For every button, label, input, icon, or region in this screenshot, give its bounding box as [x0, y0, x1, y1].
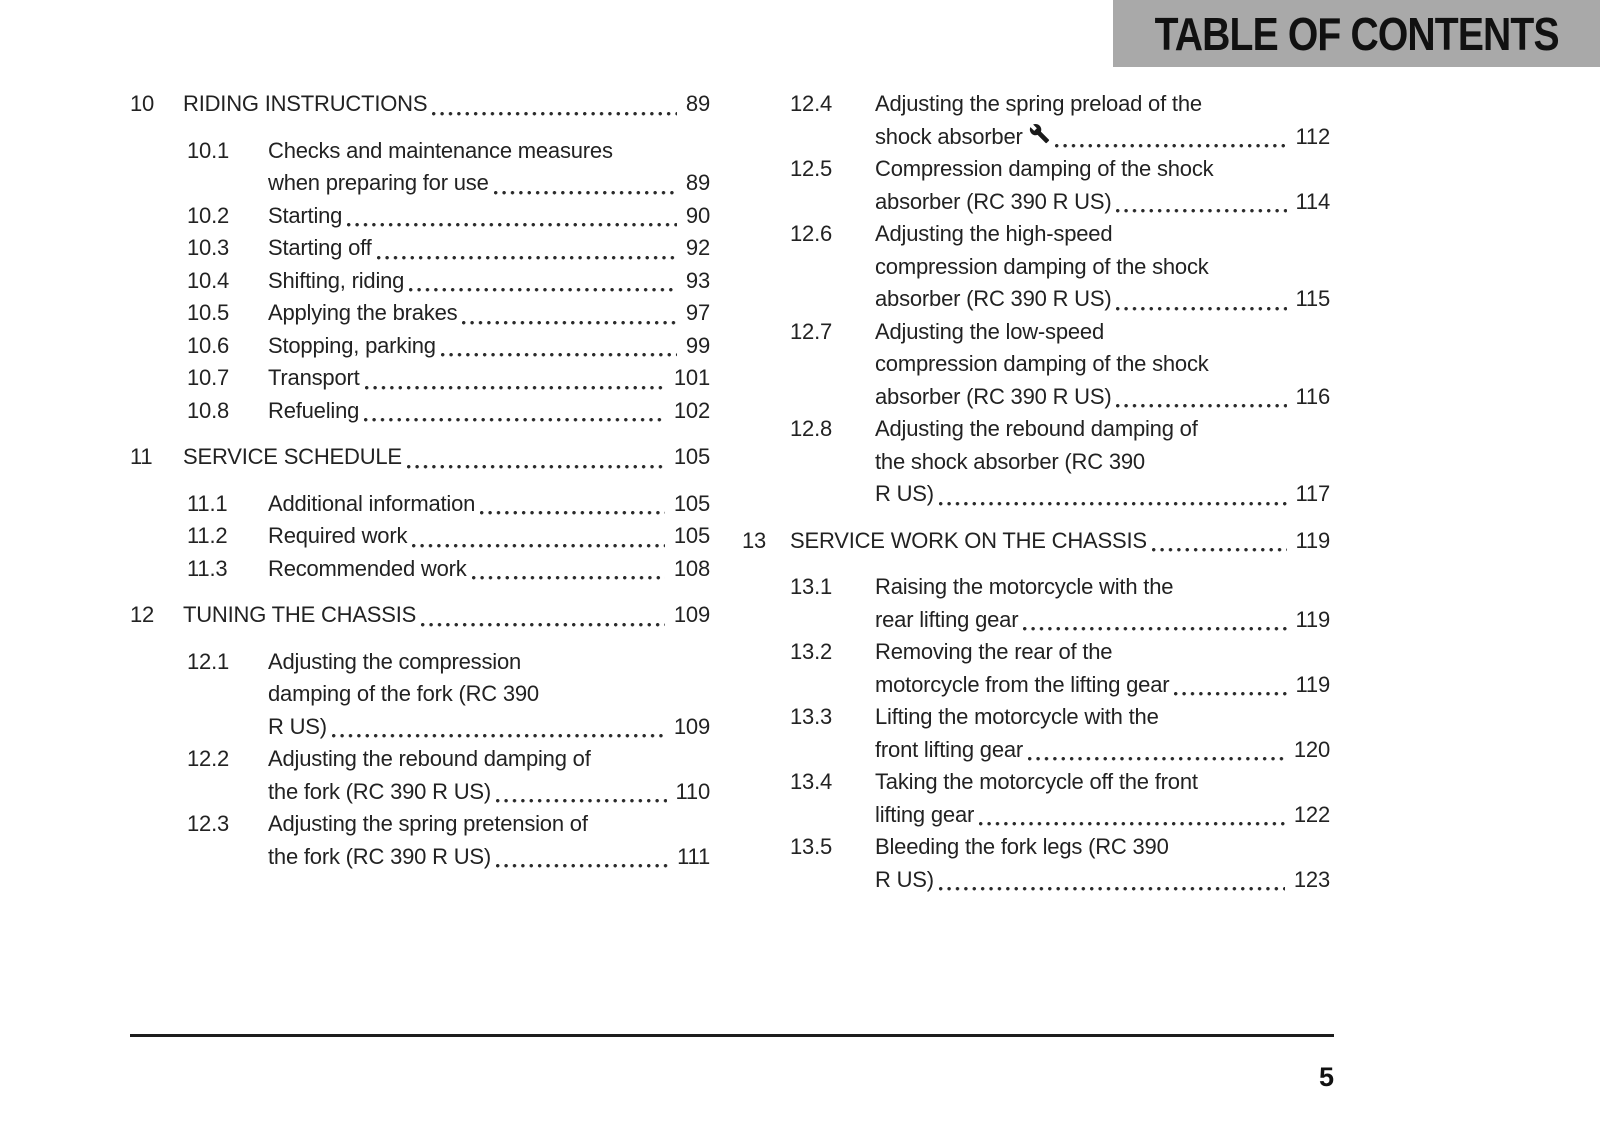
- toc-entry-title: front lifting gear: [875, 736, 1024, 762]
- toc-entry-page: 116: [1295, 383, 1330, 409]
- toc-entry-body: [268, 395, 710, 428]
- toc-entry-number: 11.3: [187, 555, 228, 581]
- toc-entry-line: [875, 446, 1330, 479]
- toc-entry-title: Starting off: [268, 235, 372, 260]
- toc-entry-line: [268, 841, 710, 874]
- toc-entry-title: compression damping of the shock: [875, 253, 1209, 279]
- toc-entry-number: 13.1: [790, 574, 833, 599]
- dot-leader: [934, 478, 1296, 511]
- toc-sub-entry: [790, 831, 1330, 896]
- toc-entry-line: [268, 488, 710, 521]
- toc-entry-line: [875, 864, 1330, 897]
- toc-sub-entry: [187, 646, 710, 744]
- dot-leader: [1147, 525, 1296, 558]
- toc-entry-body: [875, 153, 1330, 218]
- toc-entry-title: SERVICE WORK ON THE CHASSIS: [790, 527, 1147, 553]
- toc-entry-title: TUNING THE CHASSIS: [183, 602, 417, 627]
- toc-entry-title: Adjusting the spring pretension of: [268, 811, 588, 836]
- toc-column-right: [742, 88, 1330, 896]
- toc-entry-title: RIDING INSTRUCTIONS: [183, 91, 428, 116]
- toc-entry-line: [875, 604, 1330, 637]
- toc-entry-number: 10.5: [187, 300, 230, 325]
- toc-entry-number: 13.4: [790, 769, 833, 794]
- toc-entry-title: Recommended work: [268, 555, 467, 581]
- toc-entry-number: 10.4: [187, 267, 230, 293]
- toc-entry-body: [268, 553, 710, 586]
- toc-entry-line: [268, 520, 710, 553]
- toc-entry-body: [183, 441, 710, 474]
- toc-entry-title: Lifting the motorcycle with the: [875, 704, 1159, 729]
- toc-entry-page: 119: [1295, 527, 1330, 553]
- toc-entry-title: Shifting, riding: [268, 267, 405, 293]
- toc-entry-title: Taking the motorcycle off the front: [875, 769, 1198, 794]
- toc-entry-line: [875, 734, 1330, 767]
- toc-sub-entry: [187, 200, 710, 233]
- toc-entry-body: [268, 330, 710, 363]
- toc-entry-page: 101: [673, 365, 710, 390]
- toc-section-entry: [130, 599, 710, 632]
- toc-entry-page: 102: [673, 397, 710, 423]
- toc-entry-line: [875, 218, 1330, 251]
- toc-entry-page: 90: [685, 202, 710, 228]
- toc-entry-title: absorber (RC 390 R US): [875, 286, 1112, 311]
- toc-sub-entry: [187, 135, 710, 200]
- toc-entry-number: 13.5: [790, 834, 833, 859]
- toc-sub-entry: [187, 743, 710, 808]
- dot-leader: [372, 232, 686, 265]
- toc-sub-entry: [790, 701, 1330, 766]
- toc-entry-line: [268, 167, 710, 200]
- toc-entry-number: 12.1: [187, 648, 230, 674]
- toc-entry-body: [268, 200, 710, 233]
- toc-sub-entry: [790, 571, 1330, 636]
- toc-entry-line: [875, 381, 1330, 414]
- toc-entry-line: [268, 776, 710, 809]
- toc-entry-line: [268, 135, 710, 168]
- toc-entry-title: Adjusting the rebound damping of: [268, 746, 591, 771]
- toc-entry-title: absorber (RC 390 R US): [875, 188, 1112, 214]
- toc-entry-number: 11.2: [187, 523, 228, 548]
- toc-entry-title: Additional information: [268, 490, 476, 516]
- toc-entry-line: [268, 743, 710, 776]
- toc-entry-number: 12.7: [790, 318, 833, 344]
- wrench-icon: [1029, 123, 1050, 144]
- toc-entry-line: [875, 636, 1330, 669]
- toc-entry-number: 13.2: [790, 639, 833, 664]
- dot-leader: [1050, 121, 1296, 154]
- toc-column-left: [130, 88, 710, 873]
- toc-entry-title: Bleeding the fork legs (RC 390: [875, 834, 1169, 859]
- toc-entry-title: Stopping, parking: [268, 332, 436, 358]
- toc-sub-entry: [790, 153, 1330, 218]
- toc-entry-number: 12.6: [790, 221, 833, 246]
- toc-entry-number: 11: [130, 444, 153, 469]
- toc-entry-line: [875, 121, 1330, 154]
- toc-entry-title: Adjusting the rebound damping of: [875, 416, 1198, 441]
- toc-entry-title: when preparing for use: [268, 170, 489, 195]
- toc-entry-body: [268, 646, 710, 744]
- toc-entry-title: rear lifting gear: [875, 606, 1019, 632]
- toc-entry-title: R US): [875, 481, 934, 506]
- dot-leader: [1023, 734, 1294, 767]
- dot-leader: [491, 841, 677, 874]
- toc-entry-page: 112: [1295, 123, 1330, 149]
- toc-sub-entry: [790, 413, 1330, 511]
- toc-entry-body: [875, 413, 1330, 511]
- dot-leader: [475, 488, 674, 521]
- toc-entry-page: 89: [685, 170, 710, 195]
- toc-section-entry: [130, 88, 710, 121]
- toc-entry-title: motorcycle from the lifting gear: [875, 671, 1170, 697]
- toc-entry-body: [875, 831, 1330, 896]
- toc-entry-line: [875, 478, 1330, 511]
- toc-sub-entry: [187, 808, 710, 873]
- toc-sub-entry: [790, 218, 1330, 316]
- toc-entry-line: [875, 701, 1330, 734]
- toc-entry-body: [875, 218, 1330, 316]
- toc-entry-body: [183, 88, 710, 121]
- toc-entry-number: 12: [130, 602, 155, 627]
- toc-entry-number: 10: [130, 91, 155, 116]
- toc-entry-number: 12.5: [790, 156, 833, 181]
- toc-entry-number: 12.8: [790, 416, 833, 441]
- toc-entry-title: Required work: [268, 523, 408, 548]
- toc-entry-line: [268, 330, 710, 363]
- toc-entry-page: 99: [685, 332, 710, 358]
- toc-entry-page: 115: [1295, 286, 1330, 311]
- toc-entry-body: [268, 743, 710, 808]
- toc-entry-number: 10.2: [187, 202, 230, 228]
- toc-entry-line: [875, 283, 1330, 316]
- dot-leader: [1169, 669, 1295, 702]
- toc-entry-line: [268, 646, 710, 679]
- toc-entry-body: [268, 297, 710, 330]
- dot-leader: [934, 864, 1294, 897]
- toc-entry-page: 109: [673, 713, 710, 739]
- toc-entry-number: 12.2: [187, 746, 230, 771]
- toc-entry-body: [790, 525, 1330, 558]
- toc-entry-body: [268, 135, 710, 200]
- dot-leader: [416, 599, 674, 632]
- toc-entry-body: [268, 520, 710, 553]
- toc-entry-body: [183, 599, 710, 632]
- toc-entry-title: Adjusting the high-speed: [875, 221, 1113, 246]
- toc-entry-number: 10.3: [187, 235, 230, 260]
- toc-entry-page: 89: [685, 91, 710, 116]
- dot-leader: [489, 167, 686, 200]
- toc-entry-line: [268, 678, 710, 711]
- toc-entry-title: Refueling: [268, 397, 360, 423]
- toc-entry-page: 109: [673, 602, 710, 627]
- toc-entry-title: SERVICE SCHEDULE: [183, 444, 402, 469]
- dot-leader: [1111, 186, 1295, 219]
- toc-sub-entry: [790, 316, 1330, 414]
- toc-entry-title: the fork (RC 390 R US): [268, 843, 492, 869]
- toc-entry-page: 122: [1293, 801, 1330, 827]
- toc-entry-body: [875, 316, 1330, 414]
- toc-entry-page: 93: [685, 267, 710, 293]
- toc-entry-page: 111: [677, 843, 710, 869]
- dot-leader: [1018, 604, 1295, 637]
- toc-entry-line: [268, 200, 710, 233]
- toc-entry-title: Transport: [268, 365, 360, 390]
- toc-sub-entry: [790, 88, 1330, 153]
- toc-entry-line: [875, 766, 1330, 799]
- dot-leader: [436, 330, 686, 363]
- dot-leader: [1111, 283, 1295, 316]
- toc-sub-entry: [187, 395, 710, 428]
- toc-sub-entry: [187, 232, 710, 265]
- page-number: 5: [1318, 1062, 1334, 1092]
- toc-entry-body: [875, 571, 1330, 636]
- dot-leader: [407, 520, 674, 553]
- toc-entry-line: [268, 395, 710, 428]
- footer-rule: [130, 1034, 1334, 1037]
- toc-section-entry: [130, 441, 710, 474]
- toc-entry-line: [183, 441, 710, 474]
- page-title: TABLE OF CONTENTS: [1154, 7, 1559, 60]
- toc-sub-entry: [187, 553, 710, 586]
- toc-entry-title: absorber (RC 390 R US): [875, 383, 1112, 409]
- toc-entry-line: [268, 711, 710, 744]
- toc-entry-line: [268, 297, 710, 330]
- page-header: [1113, 0, 1600, 67]
- toc-entry-title: lifting gear: [875, 801, 975, 827]
- toc-entry-page: 108: [673, 555, 710, 581]
- toc-entry-line: [875, 348, 1330, 381]
- dot-leader: [491, 776, 676, 809]
- toc-entry-page: 105: [673, 444, 710, 469]
- toc-entry-number: 13.3: [790, 704, 833, 729]
- toc-entry-line: [875, 316, 1330, 349]
- toc-entry-line: [875, 831, 1330, 864]
- toc-sub-entry: [790, 636, 1330, 701]
- dot-leader: [457, 297, 685, 330]
- toc-entry-page: 97: [685, 300, 710, 325]
- toc-entry-body: [268, 362, 710, 395]
- toc-entry-line: [268, 553, 710, 586]
- toc-entry-line: [875, 88, 1330, 121]
- toc-entry-page: 92: [685, 235, 710, 260]
- toc-entry-page: 119: [1295, 606, 1330, 632]
- toc-entry-line: [790, 525, 1330, 558]
- toc-entry-line: [875, 153, 1330, 186]
- toc-entry-line: [875, 413, 1330, 446]
- dot-leader: [1111, 381, 1295, 414]
- toc-entry-title: Removing the rear of the: [875, 639, 1113, 664]
- toc-entry-line: [875, 571, 1330, 604]
- dot-leader: [342, 200, 686, 233]
- toc-sub-entry: [790, 766, 1330, 831]
- toc-entry-title: compression damping of the shock: [875, 351, 1209, 376]
- toc-entry-page: 123: [1293, 866, 1330, 892]
- dot-leader: [359, 395, 674, 428]
- toc-sub-entry: [187, 520, 710, 553]
- toc-entry-number: 10.1: [187, 137, 230, 163]
- toc-entry-title: Compression damping of the shock: [875, 156, 1214, 181]
- toc-entry-page: 105: [673, 490, 710, 516]
- toc-section-entry: [742, 525, 1330, 558]
- toc-sub-entry: [187, 362, 710, 395]
- toc-entry-number: 10.8: [187, 397, 230, 423]
- toc-entry-title: the shock absorber (RC 390: [875, 448, 1145, 474]
- toc-entry-title: Checks and maintenance measures: [268, 137, 613, 163]
- toc-entry-page: 117: [1295, 481, 1330, 506]
- toc-entry-line: [875, 186, 1330, 219]
- toc-sub-entry: [187, 488, 710, 521]
- dot-leader: [974, 799, 1294, 832]
- toc-entry-title: R US): [268, 713, 327, 739]
- toc-entry-title: Starting: [268, 202, 343, 228]
- toc-entry-line: [268, 265, 710, 298]
- toc-entry-title: Raising the motorcycle with the: [875, 574, 1174, 599]
- toc-entry-page: 114: [1295, 188, 1330, 214]
- toc-entry-body: [875, 766, 1330, 831]
- toc-entry-title: Adjusting the compression: [268, 648, 522, 674]
- toc-entry-number: 12.4: [790, 91, 833, 116]
- toc-entry-line: [183, 88, 710, 121]
- toc-entry-number: 10.7: [187, 365, 230, 390]
- toc-entry-body: [875, 636, 1330, 701]
- toc-entry-body: [875, 88, 1330, 153]
- toc-entry-line: [268, 232, 710, 265]
- toc-entry-line: [875, 251, 1330, 284]
- toc-entry-page: 119: [1295, 671, 1330, 697]
- toc-entry-title: Applying the brakes: [268, 300, 458, 325]
- toc-entry-line: [875, 669, 1330, 702]
- toc-entry-body: [268, 265, 710, 298]
- toc-entry-line: [875, 799, 1330, 832]
- toc-entry-page: 105: [673, 523, 710, 548]
- toc-entry-title: Adjusting the spring preload of the: [875, 91, 1202, 116]
- toc-entry-body: [268, 232, 710, 265]
- toc-entry-page: 110: [675, 778, 710, 804]
- toc-sub-entry: [187, 265, 710, 298]
- toc-entry-title: the fork (RC 390 R US): [268, 778, 492, 804]
- toc-entry-body: [875, 701, 1330, 766]
- toc-entry-number: 12.3: [187, 811, 230, 836]
- toc-entry-line: [183, 599, 710, 632]
- toc-entry-body: [268, 488, 710, 521]
- toc-entry-page: 120: [1293, 736, 1330, 762]
- toc-entry-title: Adjusting the low-speed: [875, 318, 1104, 344]
- toc-entry-number: 11.1: [187, 490, 228, 516]
- toc-entry-title: damping of the fork (RC 390: [268, 681, 539, 706]
- dot-leader: [427, 88, 686, 121]
- dot-leader: [402, 441, 674, 474]
- toc-sub-entry: [187, 330, 710, 363]
- toc-entry-number: 13: [742, 527, 767, 553]
- toc-entry-number: 10.6: [187, 332, 230, 358]
- toc-entry-line: [268, 362, 710, 395]
- toc-entry-line: [268, 808, 710, 841]
- dot-leader: [404, 265, 686, 298]
- toc-sub-entry: [187, 297, 710, 330]
- toc-entry-body: [268, 808, 710, 873]
- toc-entry-title: shock absorber: [875, 123, 1023, 149]
- dot-leader: [467, 553, 674, 586]
- dot-leader: [360, 362, 674, 395]
- toc-entry-title: R US): [875, 866, 934, 892]
- dot-leader: [327, 711, 674, 744]
